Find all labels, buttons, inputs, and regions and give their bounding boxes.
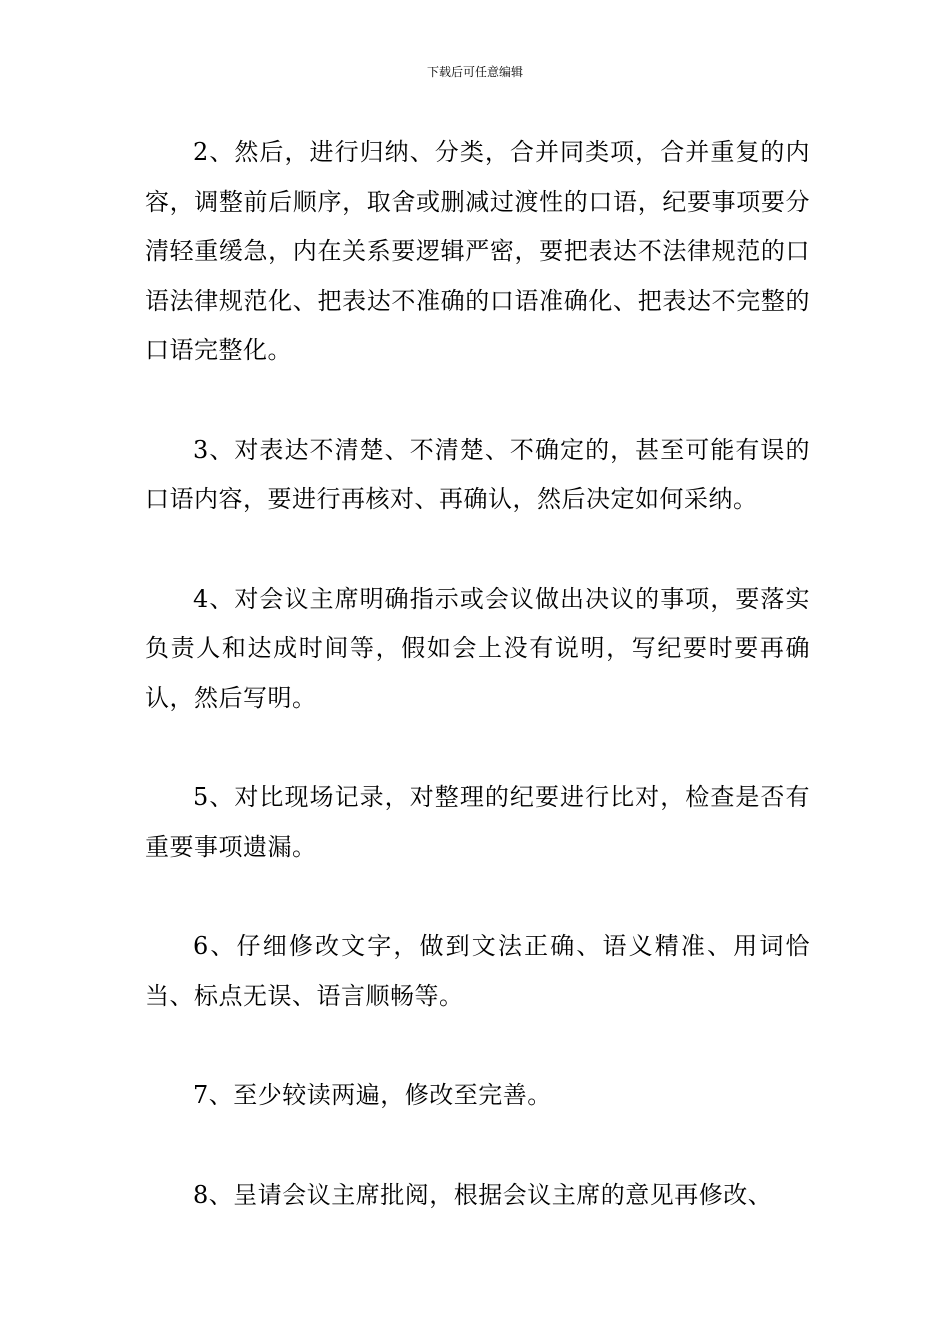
page-header: 下载后可任意编辑: [426, 65, 523, 79]
paragraph-5: 5、对比现场记录，对整理的纪要进行比对，检查是否有重要事项遗漏。: [145, 783, 810, 861]
paragraph-8: 8、呈请会议主席批阅，根据会议主席的意见再修改、: [193, 1180, 773, 1209]
paragraph-7: 7、至少较读两遍，修改至完善。: [193, 1081, 552, 1109]
paragraph-4: 4、对会议主席明确指示或会议做出决议的事项，要落实负责人和达成时间等，假如会上没有说明，写纪要时要再确认，然后写明。: [145, 584, 810, 712]
paragraph-3: 3、对表达不清楚、不清楚、不确定的，甚至可能有误的口语内容，要进行再核对、再确认，然后决定如何采纳。: [145, 435, 810, 513]
paragraph-6: 6、仔细修改文字，做到文法正确、语义精准、用词恰当、标点无误、语言顺畅等。: [145, 932, 810, 1010]
paragraph-2: 2、然后，进行归纳、分类，合并同类项，合并重复的内容，调整前后顺序，取舍或删减过渡性的口语，纪要事项要分清轻重缓急，内在关系要逻辑严密，要把表达不法律规范的口语法律规范化、把表达不准确的口语准确化、把表达不完整的口语完整化。: [145, 138, 810, 364]
document-body: [145, 128, 810, 1220]
